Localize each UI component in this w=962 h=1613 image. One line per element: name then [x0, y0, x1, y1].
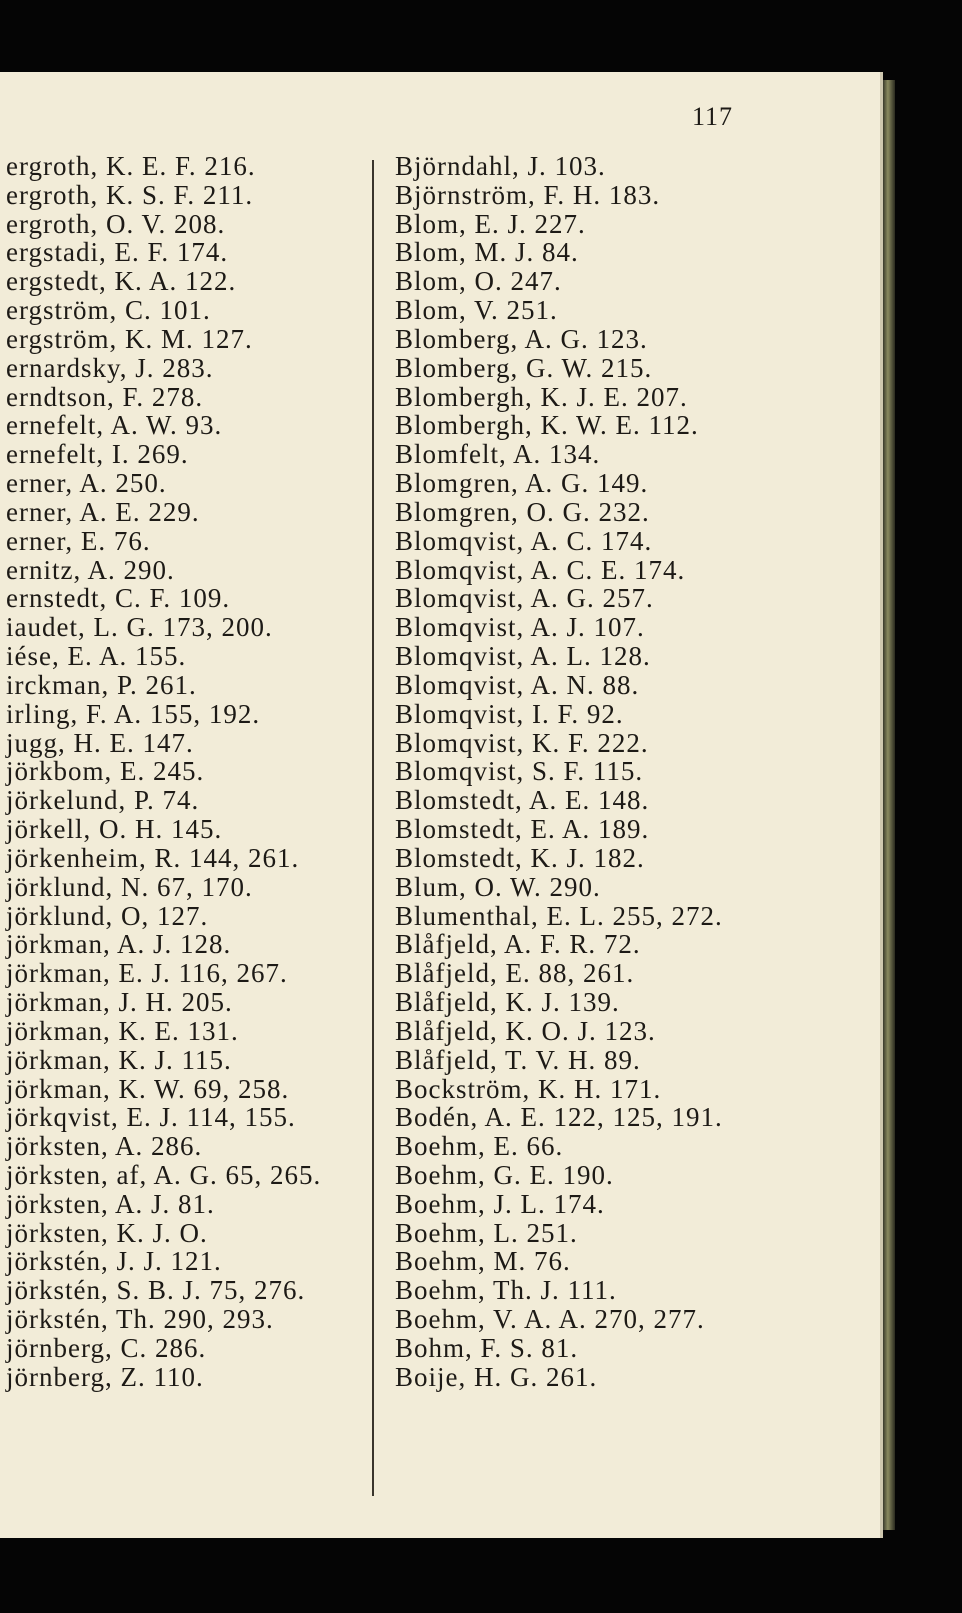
index-entry: jörkstén, Th. 290, 293.: [6, 1304, 274, 1335]
index-entry: jörksten, A. 286.: [6, 1131, 203, 1162]
index-entry: Boehm, M. 76.: [395, 1246, 571, 1277]
index-entry: Boehm, Th. J. 111.: [395, 1275, 617, 1306]
index-entry: jörklund, N. 67, 170.: [6, 871, 253, 902]
index-entry: Blomqvist, K. F. 222.: [395, 727, 649, 758]
index-entry: Blåfjeld, K. O. J. 123.: [395, 1015, 656, 1046]
index-entry: jörkman, K. J. 115.: [6, 1044, 232, 1075]
index-entry: Blomgren, O. G. 232.: [395, 496, 650, 527]
index-entry: irling, F. A. 155, 192.: [6, 698, 261, 729]
index-entry: Blomqvist, A. L. 128.: [395, 641, 651, 672]
index-entry: jörkelund, P. 74.: [6, 785, 200, 816]
index-entry: Bohm, F. S. 81.: [395, 1332, 579, 1363]
index-entry: ergroth, K. E. F. 216.: [6, 151, 256, 181]
index-entry: ernefelt, I. 269.: [6, 439, 189, 470]
index-entry: Blombergh, K. W. E. 112.: [395, 410, 699, 441]
index-entry: Blom, E. J. 227.: [395, 208, 586, 239]
index-entry: Bockström, K. H. 171.: [395, 1073, 662, 1104]
index-entry: jörkman, A. J. 128.: [6, 929, 232, 960]
index-entry: jörkstén, J. J. 121.: [6, 1246, 222, 1277]
index-entry: Blum, O. W. 290.: [395, 871, 601, 902]
index-entry: erner, A. E. 229.: [6, 496, 200, 527]
index-entry: Boehm, G. E. 190.: [395, 1159, 614, 1190]
index-entry: jörkell, O. H. 145.: [6, 814, 223, 845]
index-entry: ergroth, K. S. F. 211.: [6, 179, 254, 210]
index-entry: Blomqvist, A. G. 257.: [395, 583, 654, 614]
index-entry: ernardsky, J. 283.: [6, 352, 214, 383]
index-entry: jörkqvist, E. J. 114, 155.: [6, 1102, 296, 1133]
index-entry: Björndahl, J. 103.: [395, 151, 606, 181]
index-entry: Blomqvist, A. C. E. 174.: [395, 554, 686, 585]
index-entry: erner, A. 250.: [6, 468, 167, 499]
index-entry: Blåfjeld, A. F. R. 72.: [395, 929, 641, 960]
index-entry: jörkman, K. E. 131.: [6, 1015, 239, 1046]
index-entry: jörnberg, Z. 110.: [6, 1361, 204, 1392]
index-entry: Boehm, E. 66.: [395, 1131, 564, 1162]
index-entry: jörkbom, E. 245.: [6, 756, 205, 787]
index-entry: Blomqvist, A. J. 107.: [395, 612, 645, 643]
index-entry: Blomstedt, K. J. 182.: [395, 842, 645, 873]
index-entry: Boije, H. G. 261.: [395, 1361, 598, 1392]
index-entry: Boehm, J. L. 174.: [395, 1188, 605, 1219]
index-entry: ergström, K. M. 127.: [6, 323, 253, 354]
index-entry: Blomqvist, A. C. 174.: [395, 525, 653, 556]
index-entry: ernefelt, A. W. 93.: [6, 410, 223, 441]
index-entry: jörklund, O, 127.: [6, 900, 209, 931]
index-entry: jörkman, E. J. 116, 267.: [6, 958, 288, 989]
index-entry: Blomberg, G. W. 215.: [395, 352, 653, 383]
index-entry: ergroth, O. V. 208.: [6, 208, 226, 239]
index-entry: ergström, C. 101.: [6, 295, 211, 326]
index-entry: Blom, O. 247.: [395, 266, 562, 297]
index-entry: ernstedt, C. F. 109.: [6, 583, 231, 614]
index-column-left: [6, 152, 368, 1392]
index-entry: jörkenheim, R. 144, 261.: [6, 842, 300, 873]
index-entry: Blombergh, K. J. E. 207.: [395, 381, 688, 412]
index-entry: Blomgren, A. G. 149.: [395, 468, 649, 499]
index-entry: erner, E. 76.: [6, 525, 151, 556]
index-entry: Blomfelt, A. 134.: [395, 439, 601, 470]
page-edge: [883, 80, 895, 1530]
index-entry: ergstadi, E. F. 174.: [6, 237, 229, 268]
index-entry: Blåfjeld, E. 88, 261.: [395, 958, 635, 989]
index-entry: jugg, H. E. 147.: [6, 727, 194, 758]
index-entry: jörksten, A. J. 81.: [6, 1188, 215, 1219]
index-entry: ergstedt, K. A. 122.: [6, 266, 237, 297]
index-entry: jörnberg, C. 286.: [6, 1332, 207, 1363]
index-entry: Blumenthal, E. L. 255, 272.: [395, 900, 723, 931]
index-entry: iaudet, L. G. 173, 200.: [6, 612, 273, 643]
index-entry: erndtson, F. 278.: [6, 381, 204, 412]
index-entry: jörksten, K. J. O.: [6, 1217, 208, 1248]
book-page: [0, 72, 883, 1538]
index-entry: Björnström, F. H. 183.: [395, 179, 661, 210]
index-entry: Blom, V. 251.: [395, 295, 558, 326]
index-entry: ernitz, A. 290.: [6, 554, 175, 585]
index-column-right: [395, 152, 875, 1392]
index-entry: Blomqvist, S. F. 115.: [395, 756, 644, 787]
index-entry: Blomstedt, E. A. 189.: [395, 814, 650, 845]
index-entry: Blåfjeld, K. J. 139.: [395, 987, 620, 1018]
index-entry: Boehm, L. 251.: [395, 1217, 578, 1248]
column-divider: [372, 160, 374, 1496]
index-entry: Boehm, V. A. A. 270, 277.: [395, 1304, 705, 1335]
index-entry: irckman, P. 261.: [6, 669, 197, 700]
index-entry: jörkman, J. H. 205.: [6, 987, 233, 1018]
index-entry: Blomqvist, A. N. 88.: [395, 669, 640, 700]
page-number: 117: [692, 102, 734, 131]
index-entry: jörkstén, S. B. J. 75, 276.: [6, 1275, 306, 1306]
index-entry: jörksten, af, A. G. 65, 265.: [6, 1159, 322, 1190]
index-entry: Blomqvist, I. F. 92.: [395, 698, 624, 729]
index-entry: Blomstedt, A. E. 148.: [395, 785, 650, 816]
index-entry: jörkman, K. W. 69, 258.: [6, 1073, 290, 1104]
index-entry: Blåfjeld, T. V. H. 89.: [395, 1044, 641, 1075]
index-entry: Bodén, A. E. 122, 125, 191.: [395, 1102, 723, 1133]
index-entry: Blomberg, A. G. 123.: [395, 323, 648, 354]
index-entry: iése, E. A. 155.: [6, 641, 187, 672]
index-entry: Blom, M. J. 84.: [395, 237, 579, 268]
